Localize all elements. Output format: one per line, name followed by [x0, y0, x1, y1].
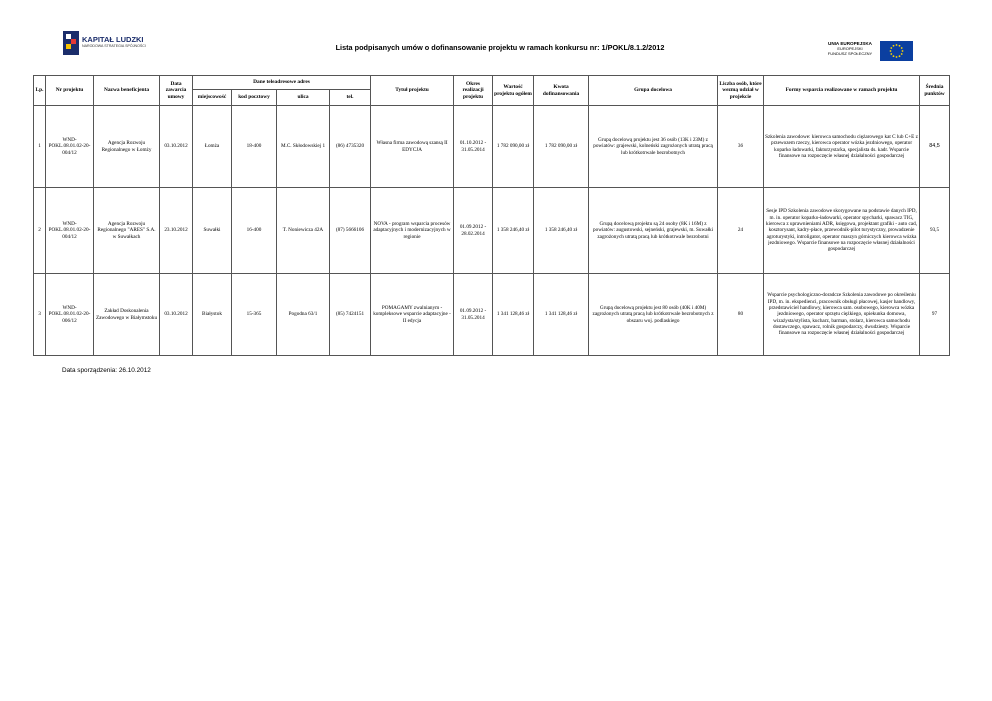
- eu-star-icon: [890, 47, 892, 49]
- eu-logo-line3: FUNDUSZ SPOŁECZNY: [827, 51, 873, 56]
- table-row: [34, 188, 950, 274]
- header-kwota-dofinansowania: Kwota dofinansowania: [534, 76, 589, 106]
- header-okres-realizacji: Okres realizacji projektu: [454, 76, 493, 106]
- header-miejscowosc: miejscowość: [193, 90, 232, 106]
- cell-srednia-punktow: 84,5: [920, 106, 950, 188]
- header-dane-teleadresowe: Dane teleadresowe adres: [193, 76, 371, 90]
- cell-beneficjent: Agencja Rozwoju Regionalnego w Łomży: [94, 106, 160, 188]
- cell-lp: 2: [34, 188, 46, 274]
- header-ulica: ulica: [277, 90, 330, 106]
- cell-lp: 1: [34, 106, 46, 188]
- cell-wartosc-projektu: 1 782 090,00 zł: [493, 106, 534, 188]
- logo-left-subtitle: NARODOWA STRATEGIA SPÓJNOŚCI: [82, 44, 146, 48]
- cell-ulica: M.C. Skłodowskiej 1: [277, 106, 330, 188]
- eu-star-icon: [899, 45, 901, 47]
- cell-data-zawarcia: 03.10.2012: [160, 106, 193, 188]
- cell-beneficjent: Agencja Rozwoju Regionalnego "ARES" S.A. w Suwałkach: [94, 188, 160, 274]
- cell-beneficjent: Zakład Doskonalenia Zawodowego w Białymstoku: [94, 274, 160, 356]
- eu-star-icon: [893, 55, 895, 57]
- header-tel: tel.: [330, 90, 371, 106]
- cell-kod-pocztowy: 16-400: [232, 188, 277, 274]
- cell-kwota-dofinansowania: 1 782 090,00 zł: [534, 106, 589, 188]
- cell-liczba-osob: 36: [718, 106, 764, 188]
- eu-star-icon: [896, 44, 898, 46]
- kapital-ludzki-mark-icon: [63, 31, 79, 55]
- cell-okres-realizacji: 01.09.2012 - 31.05.2014: [454, 274, 493, 356]
- eu-flag-icon: [880, 41, 913, 61]
- document-title: Lista podpisanych umów o dofinansowanie projektu w ramach konkursu nr: 1/POKL/8.1.2/2012: [335, 43, 665, 52]
- cell-data-zawarcia: 23.10.2012: [160, 188, 193, 274]
- header-srednia-punktow: Średnia punktów: [920, 76, 950, 106]
- cell-miejscowosc: Łomża: [193, 106, 232, 188]
- logo-left-name: KAPITAŁ LUDZKI: [82, 35, 144, 44]
- cell-data-zawarcia: 03.10.2012: [160, 274, 193, 356]
- cell-okres-realizacji: 01.09.2012 - 28.02.2014: [454, 188, 493, 274]
- cell-grupa-docelowa: Grupą docelową projektu są 24 osoby (8K i 16M) z powiatów: augustowski, sejneński, grajewski, m. Suwałki zagrożonych utratą pracą lub krótkotrwale bezrobotni: [589, 188, 718, 274]
- eu-logo: [822, 41, 914, 61]
- cell-miejscowosc: Białystok: [193, 274, 232, 356]
- kapital-ludzki-logo: [63, 31, 173, 55]
- header-beneficjent: Nazwa beneficjenta: [94, 76, 160, 106]
- header-data-zawarcia: Data zawarcia umowy: [160, 76, 193, 106]
- cell-tytul-projektu: POMAGAMY zwalnianym - kompleksowe wsparcie adaptacyjne - II edycja: [371, 274, 454, 356]
- cell-nr-projektu: WND-POKL.08.01.02-20-004/12: [46, 106, 94, 188]
- cell-tytul-projektu: Własna firma zawodową szansą II EDYCJA: [371, 106, 454, 188]
- cell-formy-wsparcia: Szkolenia zawodowe: kierowca samochodu ciężarowego kat C lub C+E z przewozem rzeczy, kierowca operator wózka jezdniowego, operator koparko ładowarki, fakturzysta/ka, specjalista ds. kadr. Wsparcie finansowe na rozpoczęcie własnej działalności gospodarczej: [764, 106, 920, 188]
- cell-tel: (86) 4735320: [330, 106, 371, 188]
- eu-star-icon: [901, 47, 903, 49]
- cell-formy-wsparcia: Sesje IPD Szkolenia zawodowe skorygowane na podstawie danych IPD, m. in. operator koparko-ładowarki, operator spycharki, spawacz TIG, kierowca z uprawnieniami ADR, księgowa, projektant grafiki - auto cad, kosztorysant, kadry-płace, przewodnik-pilot turystyczny, prowadzenie agroturystyki, introligator, operator maszyn górniczych kierowca wózka jezdniowego. Wsparcie finansowe na rozpoczęcie własnej działalności gospodarczej: [764, 188, 920, 274]
- eu-star-icon: [899, 55, 901, 57]
- header-lp: Lp.: [34, 76, 46, 106]
- eu-star-icon: [893, 45, 895, 47]
- eu-star-icon: [890, 50, 892, 52]
- contracts-table: [33, 75, 950, 356]
- cell-nr-projektu: WND-POKL.08.01.02-20-004/12: [46, 188, 94, 274]
- header-nr-projektu: Nr projektu: [46, 76, 94, 106]
- cell-kwota-dofinansowania: 1 358 246,40 zł: [534, 188, 589, 274]
- table-row: [34, 274, 950, 356]
- cell-okres-realizacji: 01.10.2012 - 31.05.2014: [454, 106, 493, 188]
- cell-tel: (85) 7424151: [330, 274, 371, 356]
- header-wartosc-projektu: Wartość projektu ogółem: [493, 76, 534, 106]
- cell-kod-pocztowy: 15-365: [232, 274, 277, 356]
- cell-ulica: Pogodna 63/1: [277, 274, 330, 356]
- eu-logo-line1: UNIA EUROPEJSKA: [828, 41, 872, 46]
- cell-liczba-osob: 24: [718, 188, 764, 274]
- eu-star-icon: [902, 50, 904, 52]
- preparation-date: Data sporządzenia: 26.10.2012: [62, 367, 151, 374]
- cell-nr-projektu: WND-POKL.08.01.02-20-006/12: [46, 274, 94, 356]
- cell-srednia-punktow: 93,5: [920, 188, 950, 274]
- cell-formy-wsparcia: Wsparcie psychologiczno-doradcze Szkolenia zawodowe po określeniu IPD, m. in. ekspedienci, pracownik obsługi płacowej, kasjer handlowy, przedstawiciel handlowy, kierowca sam. osobowego, kierowca wózka jezdniowego, operator sprzętu ciężkiego, opiekunka domowa, wizażysta/stylista, kucharz, barman, stolarz, kierowca samochodu dostawczego, spawacz, rolnik gospodarczy, dwudziesty. Wsparcie finansowe na rozpoczęcie własnej działalności gospodarczej: [764, 274, 920, 356]
- cell-grupa-docelowa: Grupą docelową projektu jest 80 osób (40K i 40M) zagrożonych utratą pracą lub krótkotrwale bezrobotnych z obszaru woj. podlaskiego: [589, 274, 718, 356]
- cell-tel: (87) 5666106: [330, 188, 371, 274]
- header-grupa-docelowa: Grupa docelowa: [589, 76, 718, 106]
- cell-wartosc-projektu: 1 341 128,46 zł: [493, 274, 534, 356]
- header-tytul-projektu: Tytuł projektu: [371, 76, 454, 106]
- eu-star-icon: [901, 53, 903, 55]
- eu-logo-line2: EUROPEJSKI: [837, 46, 863, 51]
- cell-grupa-docelowa: Grupą docelową projektu jest 36 osób (13K i 23M) z powiatów: grajewski, kolneński zagrożonych utratą pracą lub krótkotrwale bezrobotnych: [589, 106, 718, 188]
- cell-kwota-dofinansowania: 1 341 128,46 zł: [534, 274, 589, 356]
- eu-star-icon: [890, 53, 892, 55]
- header-liczba-osob: Liczba osób, które wezmą udział w projekcie: [718, 76, 764, 106]
- cell-srednia-punktow: 97: [920, 274, 950, 356]
- cell-kod-pocztowy: 18-400: [232, 106, 277, 188]
- header-kod-pocztowy: kod pocztowy: [232, 90, 277, 106]
- cell-lp: 3: [34, 274, 46, 356]
- cell-wartosc-projektu: 1 358 246,40 zł: [493, 188, 534, 274]
- cell-miejscowosc: Suwałki: [193, 188, 232, 274]
- table-row: [34, 106, 950, 188]
- eu-star-icon: [896, 56, 898, 58]
- cell-liczba-osob: 80: [718, 274, 764, 356]
- cell-ulica: T. Noniewicza 42A: [277, 188, 330, 274]
- cell-tytul-projektu: NOVA - program wsparcia procesów adaptacyjnych i modernizacyjnych w regionie: [371, 188, 454, 274]
- header-formy-wsparcia: Formy wsparcia realizowane w ramach projektu: [764, 76, 920, 106]
